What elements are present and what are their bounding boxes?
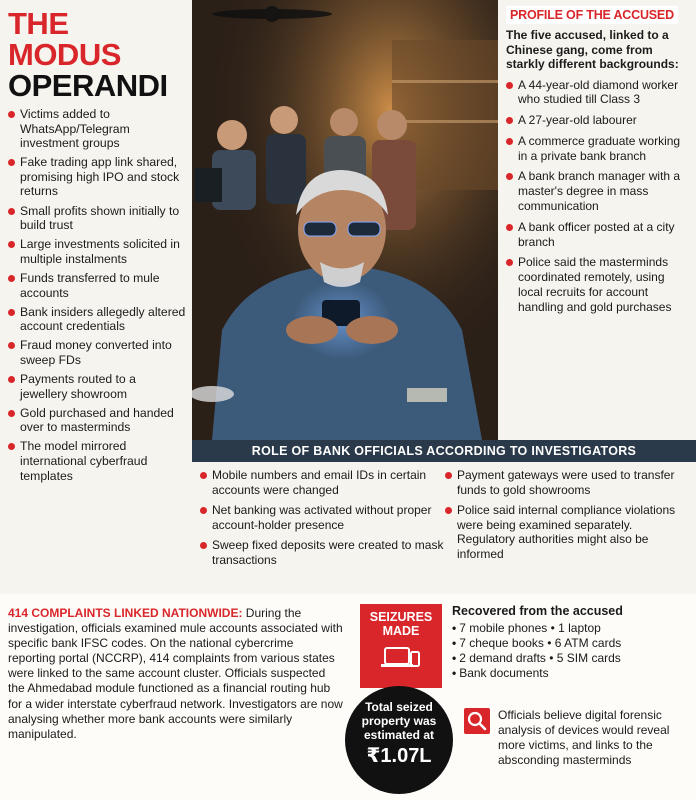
bullet-icon [445, 507, 452, 514]
complaints-heading: 414 COMPLAINTS LINKED NATIONWIDE: [8, 606, 243, 620]
bullet-icon [506, 224, 513, 231]
bullet-icon [8, 208, 15, 215]
list-item: Sweep fixed deposits were created to mask transactions [200, 538, 445, 567]
role-list-right [445, 468, 690, 574]
list-item: Net banking was activated without proper account-holder presence [200, 503, 445, 532]
seizures-label-line1: SEIZURES [369, 610, 433, 624]
bullet-icon [8, 342, 15, 349]
list-item: Gold purchased and handed over to masterminds [8, 406, 186, 435]
list-item: Small profits shown initially to build trust [8, 204, 186, 233]
photo-illustration [192, 0, 498, 440]
list-item: Payment gateways were used to transfer funds to gold showrooms [445, 468, 690, 497]
title-line-2: OPERANDI [8, 68, 168, 103]
list-item: A commerce graduate working in a private bank branch [506, 134, 690, 164]
profile-intro: The five accused, linked to a Chinese gang, come from starkly different backgrounds: [506, 28, 679, 71]
bullet-icon [445, 472, 452, 479]
list-item: Fraud money converted into sweep FDs [8, 338, 186, 367]
role-heading: ROLE OF BANK OFFICIALS ACCORDING TO INVESTIGATORS [192, 440, 696, 462]
bullet-icon [8, 410, 15, 417]
bullet-icon [8, 111, 15, 118]
bullet-icon [8, 241, 15, 248]
modus-operandi-panel [0, 0, 192, 594]
list-item: Payments routed to a jewellery showroom [8, 372, 186, 401]
bullet-icon [8, 275, 15, 282]
list-item: • 7 mobile phones • 1 laptop [452, 621, 601, 635]
list-item: A bank branch manager with a master's degree in mass communication [506, 169, 690, 213]
modus-operandi-title [8, 8, 186, 101]
bullet-icon [200, 542, 207, 549]
list-item: Large investments solicited in multiple instalments [8, 237, 186, 266]
bullet-icon [506, 117, 513, 124]
list-item: Mobile numbers and email IDs in certain accounts were changed [200, 468, 445, 497]
role-list-left [200, 468, 445, 574]
seized-total-value: ₹1.07L [366, 745, 432, 767]
bullet-icon [506, 82, 513, 89]
bullet-icon [506, 259, 513, 266]
bullet-icon [8, 309, 15, 316]
list-item: • 7 cheque books • 6 ATM cards [452, 636, 622, 650]
list-item: A bank officer posted at a city branch [506, 220, 690, 250]
magnifier-icon [464, 708, 490, 734]
list-item: Police said the masterminds coordinated remotely, using local recruits for account handling and gold purchases [506, 255, 690, 314]
profile-list [506, 78, 690, 315]
forensic-note [464, 708, 692, 768]
list-item: Funds transferred to mule accounts [8, 271, 186, 300]
complaints-paragraph [8, 606, 344, 742]
bullet-icon [8, 159, 15, 166]
bullet-icon [200, 507, 207, 514]
bullet-icon [8, 376, 15, 383]
list-item: • Bank documents [452, 666, 549, 680]
list-item: Bank insiders allegedly altered account credentials [8, 305, 186, 334]
title-line-1: THE MODUS [8, 6, 121, 72]
bank-officials-role-panel [192, 440, 696, 594]
list-item: Victims added to WhatsApp/Telegram investment groups [8, 107, 186, 151]
list-item: Police said internal compliance violations were being examined separately. Regulatory authorities might also be informed [445, 503, 690, 561]
profile-panel [498, 0, 696, 440]
profile-heading: PROFILE OF THE ACCUSED [506, 6, 678, 24]
bullet-icon [200, 472, 207, 479]
recovered-items [452, 604, 692, 681]
list-item: A 44-year-old diamond worker who studied till Class 3 [506, 78, 690, 108]
seized-total-label: Total seized property was estimated at [361, 700, 437, 742]
bullet-icon [506, 138, 513, 145]
bullet-icon [506, 173, 513, 180]
seizures-label-line2: MADE [382, 624, 420, 638]
seized-total-circle [345, 686, 453, 794]
modus-operandi-list [8, 107, 186, 483]
scam-illustration-photo [192, 0, 498, 440]
list-item: A 27-year-old labourer [506, 113, 690, 128]
recovered-heading: Recovered from the accused [452, 604, 623, 618]
complaints-body: During the investigation, officials examined mule accounts associated with specific bank IFSC codes. On the national cybercrime reporting portal (NCCRP), 414 complaints from various states were linked to the same account cluster. Officials suspected the Ahmedabad module functioned as a financial routing hub for a wider interstate cyberfraud network. Investigators are now analysing whether more bank accounts were similarly manipulated. [8, 606, 343, 741]
bullet-icon [8, 443, 15, 450]
bottom-panel [0, 594, 696, 800]
seizures-badge [360, 604, 442, 688]
forensic-text: Officials believe digital forensic analysis of devices would reveal more victims, and links to the absconding masterminds [498, 708, 670, 767]
laptop-phone-icon [381, 644, 421, 674]
list-item: Fake trading app link shared, promising high IPO and stock returns [8, 155, 186, 199]
list-item: • 2 demand drafts • 5 SIM cards [452, 651, 621, 665]
list-item: The model mirrored international cyberfraud templates [8, 439, 186, 483]
